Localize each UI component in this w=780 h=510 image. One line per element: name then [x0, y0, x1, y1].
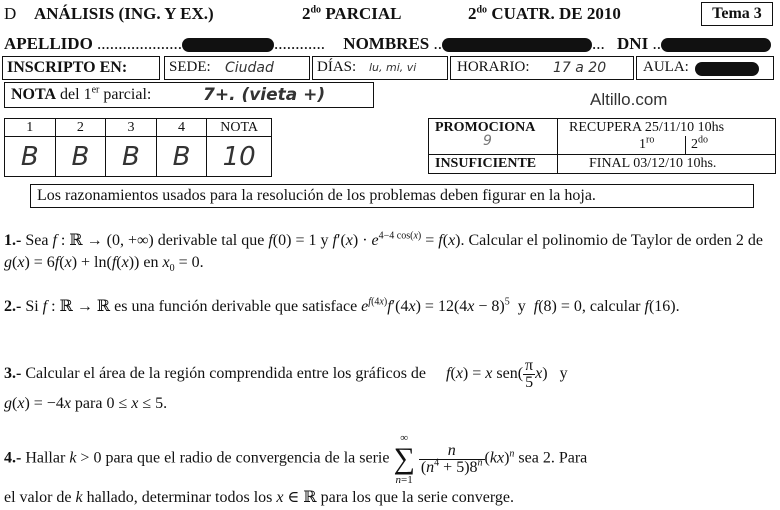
dias-value: lu, mi, vi	[369, 61, 417, 74]
promociona-value: 9	[483, 133, 492, 149]
grade-header-nota: NOTA	[207, 119, 272, 137]
student-line: APELLIDO .................... ............ NOMBRES .. ... DNI ..	[4, 34, 771, 54]
recupera-segundo: $2^{do}$	[691, 134, 708, 152]
result-table	[428, 118, 776, 174]
inscripto-label-box: INSCRIPTO EN:	[2, 56, 160, 80]
insuficiente-label: INSUFICIENTE	[435, 156, 537, 171]
problem-3-number: 3.-	[4, 365, 22, 383]
grades-table	[4, 118, 272, 177]
sede-box: SEDE: Ciudad	[164, 56, 310, 80]
nota-primer-parcial-value: 7+. (vieta +)	[203, 85, 326, 105]
recupera-primero: $1^{ro}$	[639, 134, 655, 152]
redacted-aula	[695, 62, 759, 76]
problem-4-number: 4.-	[4, 449, 22, 467]
course-title: ANÁLISIS (ING. Y EX.)	[34, 4, 214, 23]
grade-header-4: 4	[156, 119, 207, 137]
sede-value: Ciudad	[225, 60, 274, 76]
redacted-dni	[661, 38, 771, 52]
apellido-label: APELLIDO	[4, 34, 93, 53]
grade-value-3: B	[106, 137, 157, 177]
notice-text: Los razonamientos usados para la resolución de los problemas deben figurar en la hoja.	[37, 187, 596, 204]
grade-value-4: B	[156, 137, 207, 177]
horario-box: HORARIO: 17 a 20	[450, 56, 634, 80]
recupera-label: RECUPERA 25/11/10 10hs	[569, 120, 725, 135]
aula-box: AULA:	[636, 56, 774, 80]
header-letter: D	[4, 4, 17, 23]
nombres-label: NOMBRES	[343, 34, 430, 53]
dias-box: DÍAS: lu, mi, vi	[312, 56, 448, 80]
parcial-title: $2^{do}$ PARCIAL	[302, 4, 402, 23]
promociona-label: PROMOCIONA	[435, 120, 536, 135]
cuatrimestre-title: $2^{do}$ CUATR. DE 2010	[468, 4, 621, 23]
dni-label: DNI	[617, 34, 649, 53]
grade-value-2: B	[55, 137, 106, 177]
problem-4: 4.- Hallar k > 0 para que el radio de convergencia de la serie ∞ ∑ n=1 $\frac{n}{(n^4 + 5)8^n}$ (kx)$^n$ sea 2. Para el valor de k hallado, determinar todos los x ∈ ℝ para los que la serie converge.	[4, 432, 588, 506]
problem-2-number: 2.-	[4, 298, 22, 315]
nota-primer-parcial-box: NOTA del 1er parcial: 7+. (vieta +)	[4, 82, 374, 108]
redacted-apellido	[182, 38, 274, 52]
tema-box: Tema 3	[701, 2, 773, 26]
notice-box	[30, 184, 754, 208]
problem-2: 2.- Si f : ℝ → ℝ es una función derivable que satisface $e^{f(4x)}f'(4x) = 12(4x - 8)^5$ y f(8) = 0, calcular f(16).	[4, 296, 680, 315]
grade-header-1: 1	[5, 119, 56, 137]
grade-header-3: 3	[106, 119, 157, 137]
grade-header-2: 2	[55, 119, 106, 137]
final-label: FINAL 03/12/10 10hs.	[589, 156, 717, 171]
problem-3: 3.- Calcular el área de la región comprendida entre los gráficos de f(x) = x sen( $\frac{\pi}{5}$ x) y g(x) = −4x para 0 ≤ x ≤ 5.	[4, 357, 568, 412]
horario-value: 17 a 20	[553, 60, 607, 76]
grade-value-1: B	[5, 137, 56, 177]
watermark: Altillo.com	[590, 90, 668, 109]
problem-1-number: 1.-	[4, 232, 22, 249]
redacted-nombres	[442, 38, 592, 52]
problem-1: 1.- Sea f : ℝ → (0, +∞) derivable tal que f(0) = 1 y $f'(x) \cdot e^{4-4 cos(x)} = f(x)$. Calcular el polinomio de Taylor de orden 2 de g(x) = 6f(x) + ln(f(x)) en $x_0 = 0$.	[4, 230, 763, 275]
grade-value-nota: 10	[207, 137, 272, 177]
